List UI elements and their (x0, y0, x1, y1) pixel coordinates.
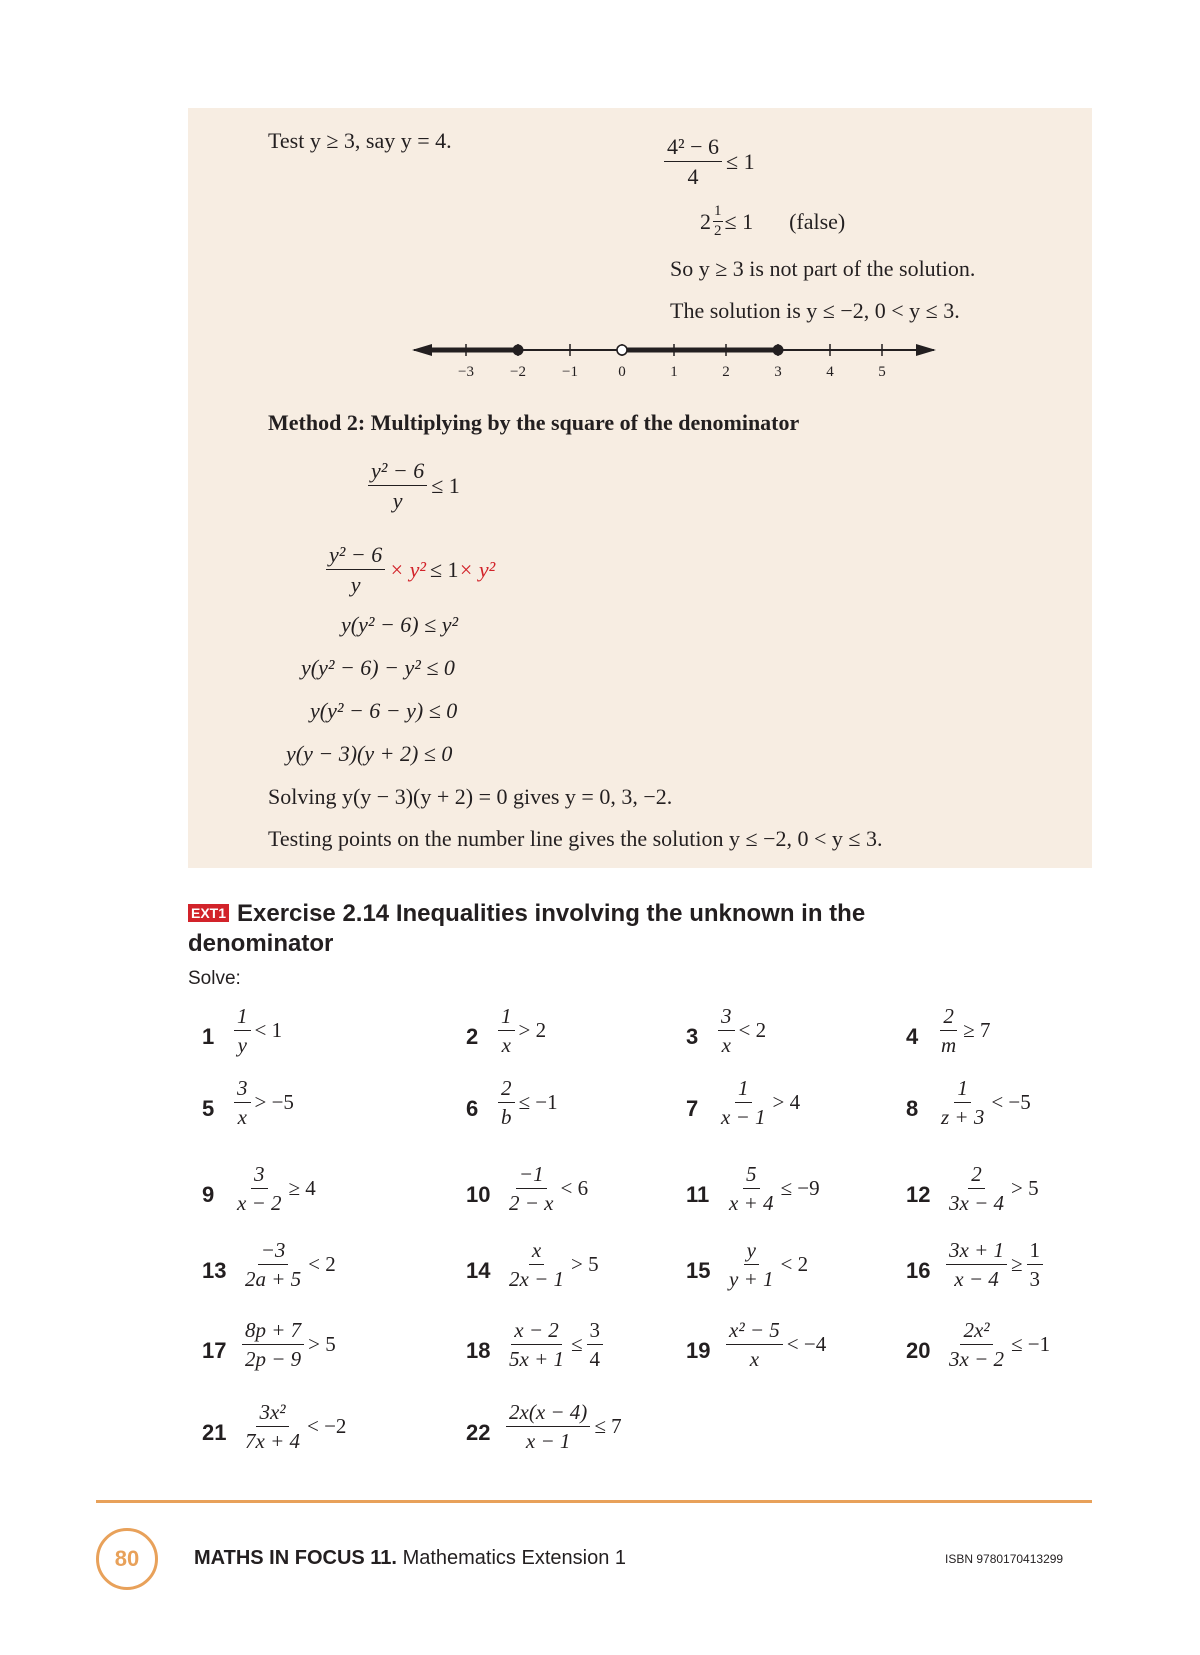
question-rhs-numerator: 1 (1027, 1238, 1044, 1265)
question-relation: > 4 (772, 1090, 801, 1115)
question-number: 21 (202, 1420, 227, 1445)
question-denominator: x (237, 1105, 247, 1130)
book-subtitle: Mathematics Extension 1 (402, 1547, 626, 1569)
question-rhs-numerator: 3 (587, 1318, 604, 1345)
question-relation: > −5 (254, 1090, 294, 1115)
question-relation: ≤ −1 (1011, 1332, 1051, 1357)
false-note: (false) (789, 208, 846, 234)
question-denominator: 2p − 9 (245, 1347, 302, 1372)
line2-numerator: y² − 6 (326, 542, 385, 570)
question-relation: < −5 (991, 1090, 1031, 1115)
line1-denominator: y (392, 488, 403, 514)
step2-numerator: 1 (713, 203, 723, 222)
question-numerator: y (744, 1238, 759, 1265)
tick-label: 2 (722, 364, 730, 380)
step2-mixed-number (700, 203, 845, 241)
question-relation: ≤ −1 (518, 1090, 558, 1115)
tick-label: 3 (774, 364, 782, 380)
question-expression (242, 1318, 336, 1371)
question-denominator: 5x + 1 (509, 1347, 564, 1372)
number-line (410, 336, 940, 380)
question-number: 22 (466, 1420, 491, 1445)
tick-label: 5 (878, 364, 886, 380)
question-expression (506, 1400, 622, 1453)
exercise-instruction: Solve: (188, 968, 241, 989)
question-numerator: x² − 5 (726, 1318, 783, 1345)
question-number: 15 (686, 1258, 711, 1283)
question-numerator: 2 (498, 1076, 515, 1103)
question-number: 5 (202, 1096, 215, 1121)
question-expression (234, 1076, 294, 1129)
question-relation: ≤ 7 (594, 1414, 622, 1439)
question-denominator: x + 4 (729, 1191, 774, 1216)
question-numerator: −3 (258, 1238, 289, 1265)
tick-label: 1 (670, 364, 678, 380)
question-relation: < 2 (780, 1252, 809, 1277)
question-denominator: 2a + 5 (245, 1267, 302, 1292)
isbn: ISBN 9780170413299 (945, 1552, 1064, 1566)
question-number: 4 (906, 1024, 919, 1049)
question-number: 17 (202, 1338, 227, 1363)
solution-text: The solution is y ≤ −2, 0 < y ≤ 3. (670, 298, 960, 323)
question-denominator: 2 − x (509, 1191, 554, 1216)
method2-line6: y(y − 3)(y + 2) ≤ 0 (286, 741, 453, 766)
question-expression (506, 1318, 607, 1371)
question-number: 11 (686, 1182, 710, 1207)
open-point (617, 345, 627, 355)
question-number: 19 (686, 1338, 711, 1363)
question-expression (242, 1238, 336, 1291)
page-number-circle (96, 1528, 158, 1590)
question-denominator: 3x − 2 (949, 1347, 1004, 1372)
solving-text: Solving y(y − 3)(y + 2) = 0 gives y = 0, 3, −2. (268, 784, 673, 809)
question-relation: > 5 (571, 1252, 599, 1277)
method2-line3: y(y² − 6) ≤ y² (341, 612, 459, 637)
step2-whole: 2 (700, 208, 711, 234)
question-expression (938, 1004, 990, 1057)
question-numerator: 3x + 1 (946, 1238, 1007, 1265)
question-expression (498, 1004, 546, 1057)
line2-rhs: ≤ 1 (429, 556, 459, 582)
question-numerator: 3x² (256, 1400, 288, 1427)
question-relation: < 1 (254, 1018, 283, 1043)
question-expression (506, 1238, 599, 1291)
question-number: 8 (906, 1096, 919, 1121)
line2-multiplier-rhs: × y² (458, 556, 496, 582)
question-denominator: x (721, 1033, 731, 1058)
question-denominator: x − 4 (954, 1267, 999, 1292)
question-numerator: 3 (718, 1004, 735, 1031)
question-denominator: x − 1 (721, 1105, 766, 1130)
question-numerator: 1 (234, 1004, 251, 1031)
question-number: 16 (906, 1258, 931, 1283)
question-relation: < 6 (560, 1176, 589, 1201)
question-number: 14 (466, 1258, 491, 1283)
tick-label: 0 (618, 364, 626, 380)
question-expression (718, 1004, 766, 1057)
question-numerator: 3 (234, 1076, 251, 1103)
question-expression (726, 1238, 808, 1291)
question-denominator: z + 3 (941, 1105, 985, 1130)
method2-line1 (368, 458, 460, 514)
test-line: Test y ≥ 3, say y = 4. (268, 128, 452, 153)
question-number: 1 (202, 1024, 215, 1049)
line2-denominator: y (350, 572, 361, 598)
question-denominator: 2x − 1 (509, 1267, 564, 1292)
question-denominator: b (501, 1105, 512, 1130)
question-expression (718, 1076, 800, 1129)
ext1-badge: EXT1 (188, 904, 229, 922)
question-number: 12 (906, 1182, 931, 1207)
line2-multiplier: × y² (389, 556, 426, 582)
closed-point (773, 345, 784, 356)
question-numerator: −1 (516, 1162, 547, 1189)
question-relation: > 5 (1011, 1176, 1039, 1201)
question-relation: < −2 (307, 1414, 347, 1439)
question-number: 3 (686, 1024, 699, 1049)
question-numerator: 2x² (960, 1318, 992, 1345)
question-number: 7 (686, 1096, 699, 1121)
question-number: 18 (466, 1338, 491, 1363)
question-number: 2 (466, 1024, 479, 1049)
question-numerator: 2 (968, 1162, 985, 1189)
question-denominator: x (749, 1347, 760, 1372)
question-number: 6 (466, 1096, 479, 1121)
question-number: 10 (466, 1182, 491, 1207)
question-expression (242, 1400, 346, 1453)
question-expression (946, 1162, 1039, 1215)
step1-denominator: 4 (687, 164, 699, 190)
question-number: 20 (906, 1338, 931, 1363)
question-expression (726, 1162, 820, 1215)
question-numerator: 3 (251, 1162, 268, 1189)
question-relation: ≥ 4 (288, 1176, 316, 1201)
question-relation: ≤ (571, 1332, 583, 1357)
closed-point (513, 345, 524, 356)
question-expression (234, 1162, 316, 1215)
question-expression (506, 1162, 588, 1215)
question-numerator: 8p + 7 (242, 1318, 304, 1345)
question-numerator: 2 (940, 1004, 957, 1031)
question-relation: > 2 (518, 1018, 547, 1043)
question-number: 9 (202, 1182, 215, 1207)
question-numerator: x (529, 1238, 544, 1265)
question-denominator: x − 1 (525, 1429, 571, 1454)
exercise-title-line1: Exercise 2.14 Inequalities involving the unknown in the (237, 900, 866, 927)
question-denominator: x − 2 (237, 1191, 282, 1216)
line1-rhs: ≤ 1 (431, 472, 460, 498)
question-numerator: 1 (954, 1076, 971, 1103)
question-numerator: 2x(x − 4) (506, 1400, 590, 1427)
method2-line4: y(y² − 6) − y² ≤ 0 (301, 655, 455, 680)
question-rhs-denominator: 3 (1029, 1267, 1041, 1292)
tick-label: −2 (510, 364, 526, 380)
question-expression (498, 1076, 558, 1129)
step1-numerator: 4² − 6 (664, 134, 722, 162)
step2-rhs: ≤ 1 (724, 208, 754, 234)
method2-line2 (326, 542, 495, 598)
question-rhs-denominator: 4 (589, 1347, 601, 1372)
step1-rhs: ≤ 1 (726, 148, 755, 174)
question-denominator: y (237, 1033, 247, 1058)
question-number: 13 (202, 1258, 227, 1283)
question-numerator: 5 (743, 1162, 760, 1189)
question-denominator: y + 1 (729, 1267, 774, 1292)
footer-title (194, 1547, 626, 1570)
question-relation: > 5 (308, 1332, 336, 1357)
question-denominator: m (941, 1033, 957, 1058)
exercise-title (188, 900, 865, 928)
question-expression (946, 1318, 1050, 1371)
tick-label: −1 (562, 364, 578, 380)
method2-heading: Method 2: Multiplying by the square of the denominator (268, 410, 800, 435)
testing-text: Testing points on the number line gives the solution y ≤ −2, 0 < y ≤ 3. (268, 826, 883, 851)
question-relation: ≥ 7 (963, 1018, 991, 1043)
book-title: MATHS IN FOCUS 11. (194, 1547, 397, 1569)
step2-denominator: 2 (714, 223, 722, 240)
question-numerator: x − 2 (511, 1318, 562, 1345)
tick-label: 4 (826, 364, 834, 380)
question-relation: < −4 (786, 1332, 827, 1357)
question-relation: < 2 (308, 1252, 336, 1277)
line1-numerator: y² − 6 (368, 458, 427, 486)
question-expression (726, 1318, 826, 1371)
tick-label: −3 (458, 364, 474, 380)
question-relation: ≤ −9 (780, 1176, 820, 1201)
question-expression (946, 1238, 1047, 1291)
step1-fraction (664, 134, 755, 190)
question-denominator: x (501, 1033, 511, 1058)
question-numerator: 1 (498, 1004, 515, 1031)
right-arrow-icon (916, 344, 936, 356)
question-relation: < 2 (738, 1018, 767, 1043)
page-number: 80 (114, 1546, 140, 1571)
question-denominator: 3x − 4 (949, 1191, 1004, 1216)
method2-line5: y(y² − 6 − y) ≤ 0 (310, 698, 458, 723)
question-denominator: 7x + 4 (245, 1429, 300, 1454)
exercise-title-line2: denominator (188, 930, 334, 957)
conclusion-text: So y ≥ 3 is not part of the solution. (670, 256, 976, 281)
question-relation: ≥ (1011, 1252, 1023, 1277)
question-expression (938, 1076, 1031, 1129)
footer-rule (96, 1500, 1092, 1503)
question-expression (234, 1004, 282, 1057)
question-numerator: 1 (735, 1076, 752, 1103)
